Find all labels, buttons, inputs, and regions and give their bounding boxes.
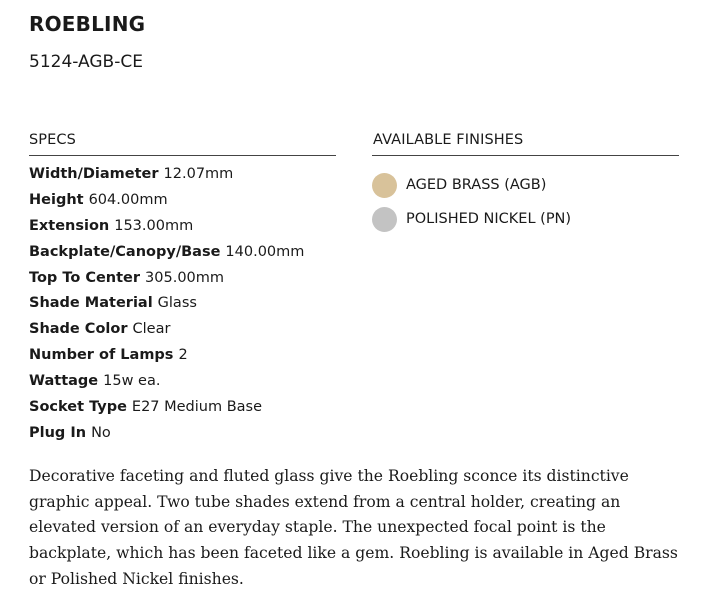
spec-value: Clear	[132, 321, 171, 338]
spec-value: 153.00mm	[114, 217, 194, 234]
finishes-heading: AVAILABLE FINISHES	[373, 132, 524, 148]
spec-label: Height	[29, 191, 84, 208]
spec-label: Shade Color	[29, 321, 128, 338]
spec-row-backplate	[29, 241, 304, 267]
finish-label: AGED BRASS (AGB)	[406, 177, 547, 193]
spec-value: 604.00mm	[88, 191, 168, 208]
specs-divider	[29, 155, 336, 156]
spec-row-shade-color	[29, 318, 304, 344]
spec-row-socket-type	[29, 396, 304, 422]
finishes-list	[372, 168, 571, 236]
spec-label: Extension	[29, 217, 110, 234]
finish-option-polished-nickel[interactable]	[372, 202, 571, 236]
polished-nickel-swatch[interactable]	[372, 207, 397, 232]
product-title: ROEBLING	[29, 12, 146, 36]
spec-row-top-to-center	[29, 267, 304, 293]
spec-value: 15w ea.	[103, 373, 161, 390]
spec-row-height	[29, 189, 304, 215]
spec-label: Width/Diameter	[29, 166, 159, 182]
spec-value: 305.00mm	[145, 269, 225, 286]
specs-heading: SPECS	[29, 132, 76, 148]
spec-row-shade-material	[29, 292, 304, 318]
aged-brass-swatch[interactable]	[372, 173, 397, 198]
spec-value: No	[91, 424, 111, 441]
specs-list	[29, 163, 304, 448]
finishes-divider	[372, 155, 679, 156]
product-sku: 5124-AGB-CE	[29, 52, 143, 72]
spec-row-width-diameter	[29, 163, 304, 189]
product-description: Decorative faceting and fluted glass give the Roebling sconce its distinctive graphic appeal. Two tube shades extend from a central holder, creating an elevated version of an everyday staple. The unexpected focal point is the backplate, which has been faceted like a gem. Roebling is available in Aged Brass or Polished Nickel finishes.	[29, 467, 678, 588]
spec-label: Wattage	[29, 373, 99, 390]
spec-value: 2	[178, 347, 188, 364]
spec-label: Backplate/Canopy/Base	[29, 243, 221, 260]
spec-row-plug-in	[29, 422, 304, 448]
finish-option-aged-brass[interactable]	[372, 168, 571, 202]
spec-label: Number of Lamps	[29, 347, 174, 364]
spec-label: Plug In	[29, 424, 87, 441]
spec-label: Top To Center	[29, 269, 141, 286]
spec-row-wattage	[29, 370, 304, 396]
spec-row-extension	[29, 215, 304, 241]
spec-value: E27 Medium Base	[131, 399, 263, 416]
finish-label: POLISHED NICKEL (PN)	[406, 211, 572, 227]
spec-label: Shade Material	[29, 295, 153, 312]
spec-value: Glass	[157, 295, 197, 312]
spec-row-number-of-lamps	[29, 344, 304, 370]
spec-value: 12.07mm	[163, 166, 234, 182]
spec-label: Socket Type	[29, 399, 127, 416]
spec-value: 140.00mm	[225, 243, 305, 260]
